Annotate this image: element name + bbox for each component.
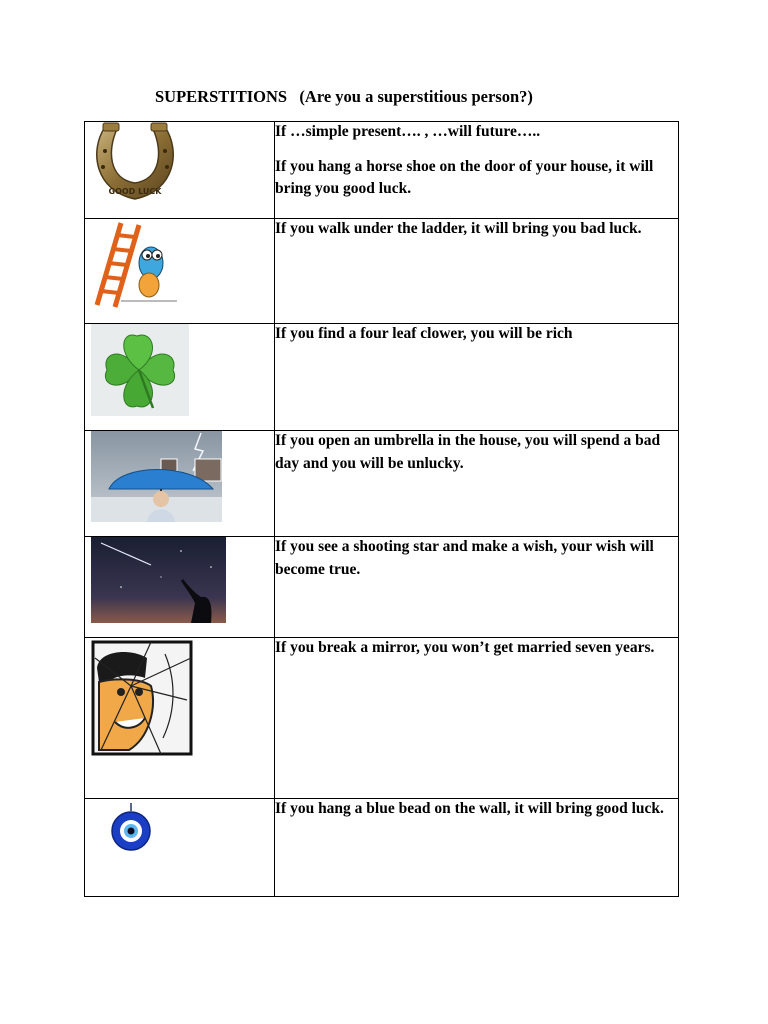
table-row: [85, 122, 679, 219]
table-row: [85, 324, 679, 431]
image-cell: [85, 537, 275, 638]
image-cell: [85, 799, 275, 897]
text-cell: [275, 638, 679, 799]
page-title: SUPERSTITIONS (Are you a superstitious person?): [155, 87, 533, 106]
text-cell: [275, 122, 679, 219]
superstition-text: If you find a four leaf clower, you will be rich: [275, 325, 573, 342]
superstition-text: If you see a shooting star and make a wish, your wish will become true.: [275, 538, 654, 578]
evil-eye-bead-icon: [109, 803, 153, 851]
image-cell: [85, 431, 275, 537]
text-cell: [275, 431, 679, 537]
clover-icon: [91, 324, 189, 416]
table-row: [85, 431, 679, 537]
superstition-text: If you hang a horse shoe on the door of your house, it will bring you good luck.: [275, 157, 654, 197]
shooting-star-icon: [91, 537, 226, 623]
umbrella-icon: [91, 431, 222, 522]
superstition-text: If you hang a blue bead on the wall, it will bring good luck.: [275, 800, 664, 817]
image-cell: [85, 122, 275, 219]
superstition-text: If you break a mirror, you won’t get married seven years.: [275, 639, 655, 656]
table-row: [85, 219, 679, 324]
rule-line: If …simple present…. , …will future…..: [275, 123, 541, 140]
text-cell: [275, 324, 679, 431]
superstition-text: If you walk under the ladder, it will bring you bad luck.: [275, 220, 642, 237]
superstitions-table: [84, 121, 679, 897]
broken-mirror-icon: [91, 638, 194, 756]
text-cell: [275, 799, 679, 897]
table-row: [85, 537, 679, 638]
superstition-text: If you open an umbrella in the house, you will spend a bad day and you will be unlucky.: [275, 432, 661, 472]
image-cell: [85, 219, 275, 324]
horseshoe-icon: [91, 121, 179, 205]
ladder-icon: [91, 219, 181, 309]
table-row: [85, 799, 679, 897]
image-cell: [85, 324, 275, 431]
text-cell: [275, 537, 679, 638]
horseshoe-label: GOOD LUCK: [108, 187, 162, 196]
table-row: [85, 638, 679, 799]
text-cell: [275, 219, 679, 324]
image-cell: [85, 638, 275, 799]
